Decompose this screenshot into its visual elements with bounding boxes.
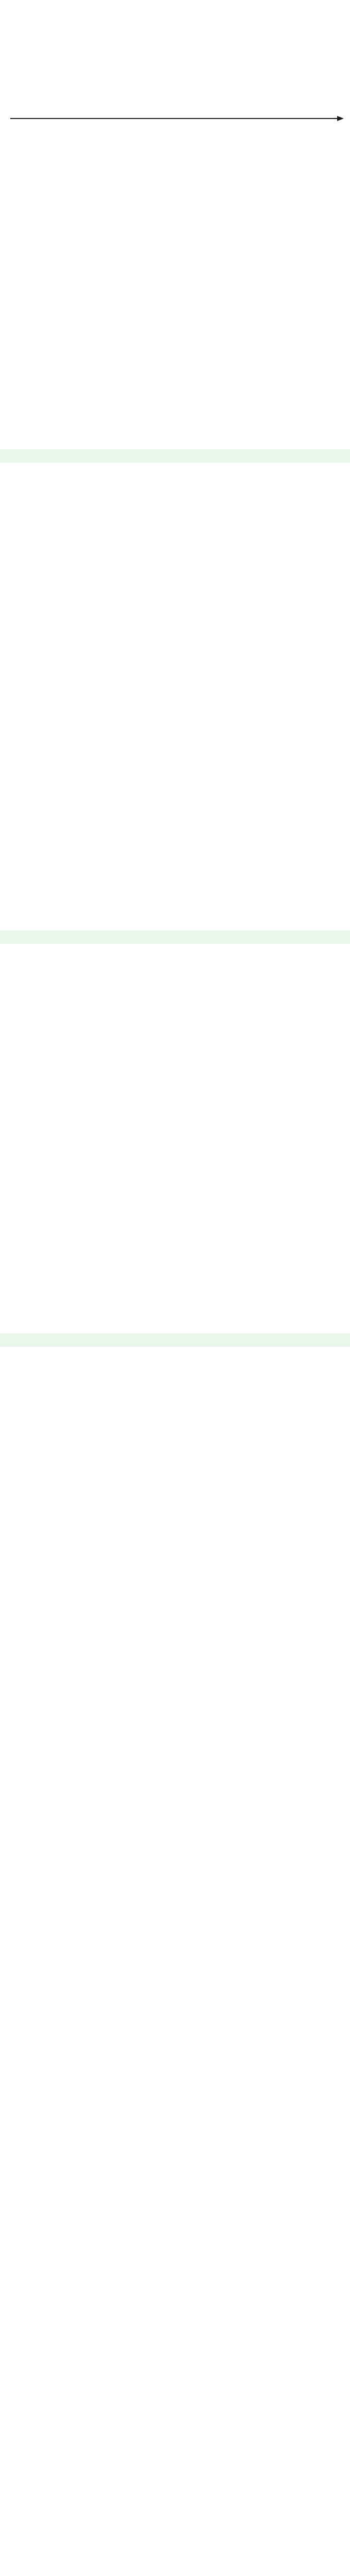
shaded-line [0, 381, 350, 433]
number-line [0, 1051, 350, 1087]
number-line [0, 562, 350, 592]
shaded-line [0, 855, 350, 912]
sign-line [0, 760, 350, 817]
shaded-line [0, 1283, 350, 1319]
sign-line [0, 303, 350, 354]
answer-highlight [0, 449, 350, 463]
number-line [0, 109, 350, 137]
answer-highlight [0, 1333, 350, 1347]
answer-highlight [0, 930, 350, 944]
sign-line [0, 1200, 350, 1257]
